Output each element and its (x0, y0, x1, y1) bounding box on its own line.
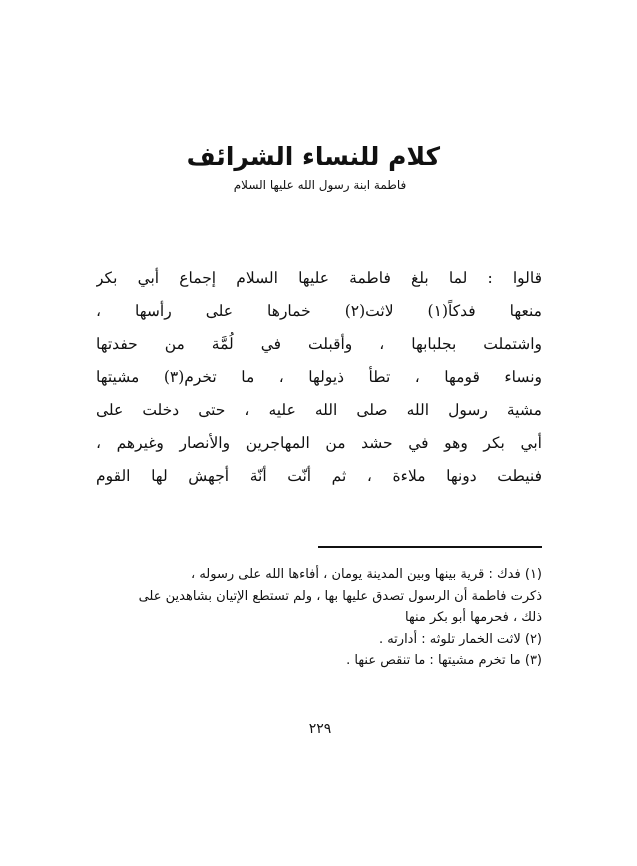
text-line: ونساء قومها ، تطأ ذيولها ، ما تخرم(٣) مشيتها (96, 368, 542, 386)
text-line: فنيطت دونها ملاءة ، ثم أنّت أنّة أجهش لها القوم (96, 467, 542, 485)
text-line: قالوا : لما بلغ فاطمة عليها السلام إجماع أبي بكر (96, 269, 542, 287)
text-line: واشتملت بجلبابها ، وأقبلت في لُمَّة من حفدتها (96, 335, 542, 353)
chapter-title: كلام للنساء الشرائف (186, 142, 440, 171)
text-line: أبي بكر وهو في حشد من المهاجرين والأنصار وغيرهم ، (96, 434, 542, 452)
footnote-line: (٣) ما تخرم مشيتها : ما تنقص عنها . (346, 653, 542, 668)
footnote-line: (١) فدك : قرية بينها وبين المدينة يومان ، أفاءها الله على رسوله ، (191, 567, 542, 582)
text-line: منعها فدكاً(١) لاثت(٢) خمارها على رأسها ، (96, 302, 542, 320)
footnote-line: ذكرت فاطمة أن الرسول تصدق عليها بها ، ولم تستطع الإتيان بشاهدين على (138, 588, 542, 604)
main-text (96, 262, 542, 493)
footnotes (96, 564, 542, 672)
text-line: مشية رسول الله صلى الله عليه ، حتى دخلت على (96, 401, 542, 419)
footnote-line: ذلك ، فحرمها أبو بكر منها (404, 610, 542, 625)
chapter-subtitle: فاطمة ابنة رسول الله عليها السلام (233, 178, 407, 192)
footnote-divider (318, 546, 542, 548)
page-number: ٢٢٩ (308, 721, 332, 737)
footnote-line: (٢) لاثت الخمار تلوثه : أدارته . (378, 631, 542, 647)
